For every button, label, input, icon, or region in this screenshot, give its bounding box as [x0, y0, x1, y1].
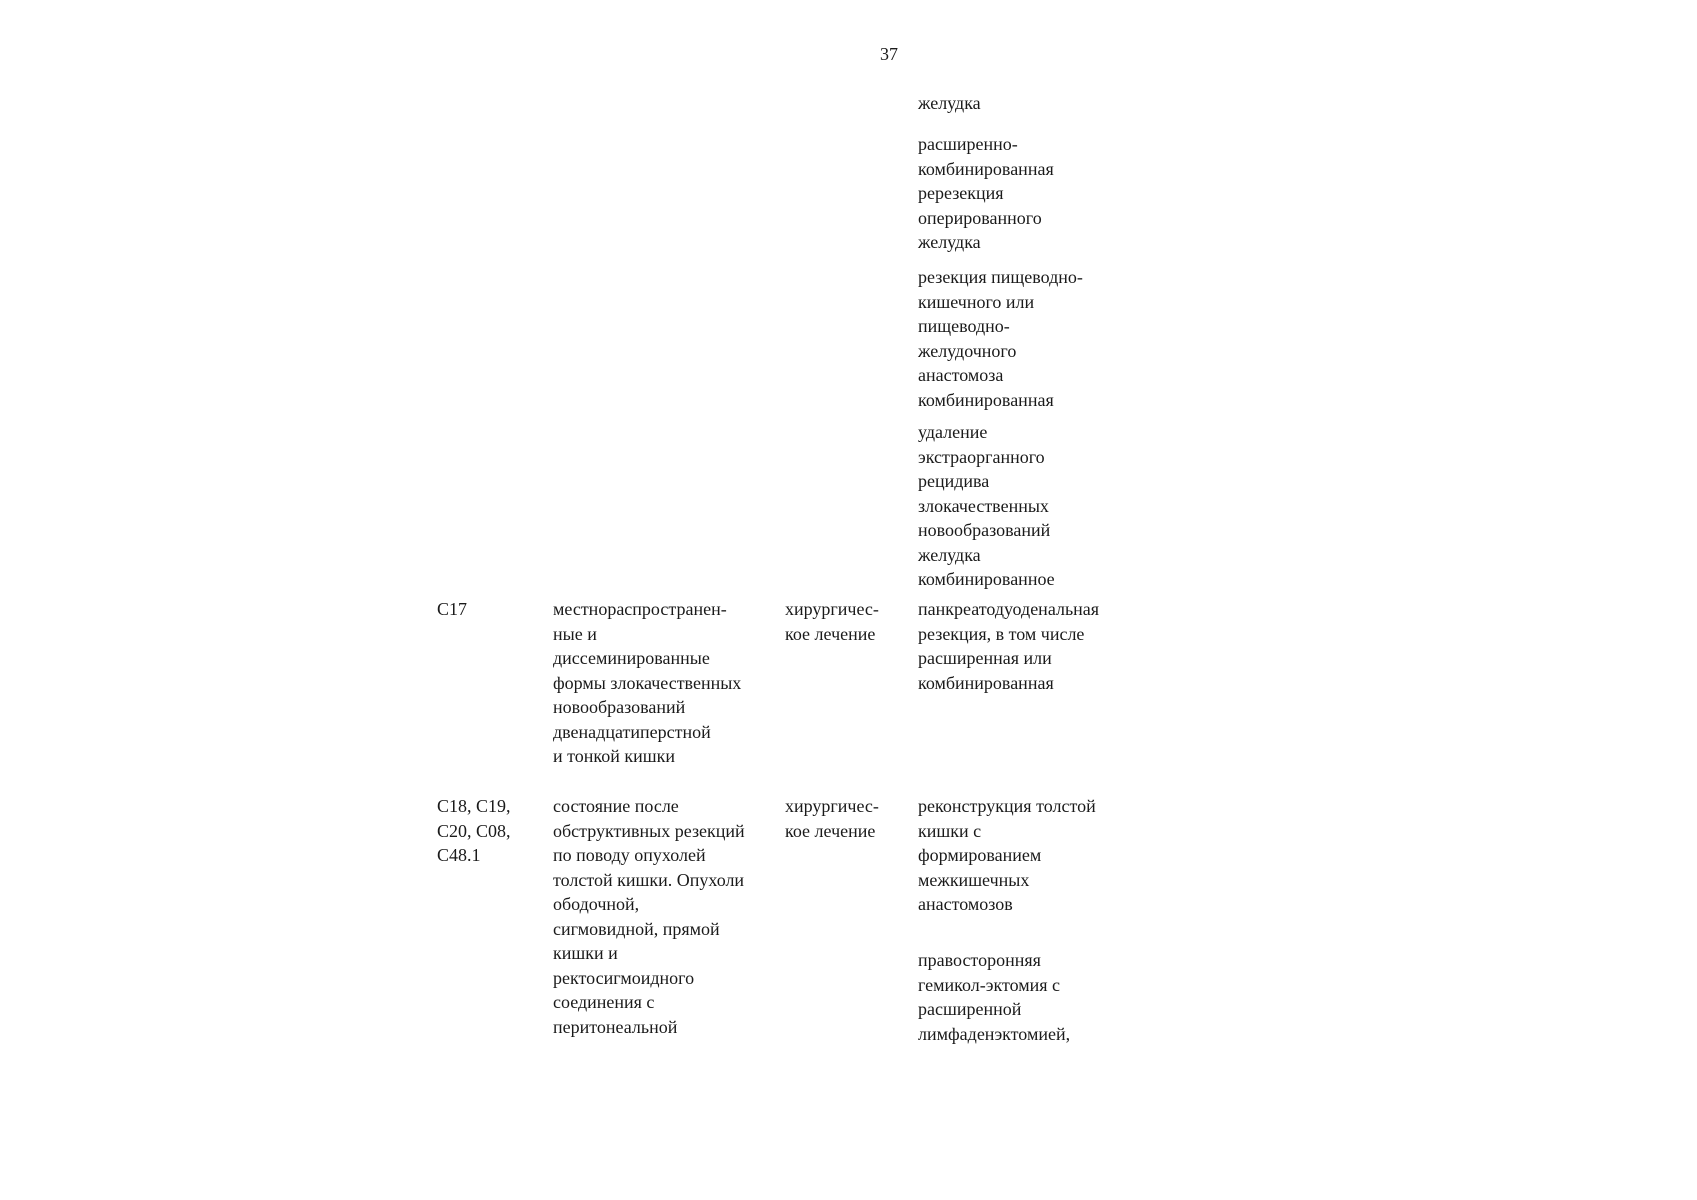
page-number: 37: [880, 44, 898, 64]
method-text: правосторонняя гемикол-эктомия с расширенной лимфаденэктомией,: [918, 950, 1071, 1044]
method-text: желудка: [918, 93, 981, 113]
method-text: расширенно- комбинированная ререзекция оперированного желудка: [918, 134, 1054, 252]
diagnosis-text: местнораспространен- ные и диссеминированные формы злокачественных новообразований двенадцатиперстной и тонкой кишки: [553, 599, 742, 766]
treatment-type: хирургичес- кое лечение: [785, 599, 879, 644]
treatment-type: хирургичес- кое лечение: [785, 796, 879, 841]
icd-code: C18, C19, C20, C08, C48.1: [437, 796, 511, 865]
method-text: панкреатодуоденальная резекция, в том числе расширенная или комбинированная: [918, 599, 1100, 693]
icd-code: C17: [437, 599, 468, 619]
diagnosis-text: состояние после обструктивных резекций по поводу опухолей толстой кишки. Опухоли ободочной, сигмовидной, прямой кишки и ректосигмоидного соединения с перитонеальной: [553, 796, 745, 1037]
method-text: удаление экстраорганного рецидива злокачественных новообразований желудка комбинированное: [918, 422, 1055, 589]
method-text: резекция пищеводно- кишечного или пищеводно- желудочного анастомоза комбинированная: [918, 267, 1083, 410]
method-text: реконструкция толстой кишки с формированием межкишечных анастомозов: [918, 796, 1096, 914]
